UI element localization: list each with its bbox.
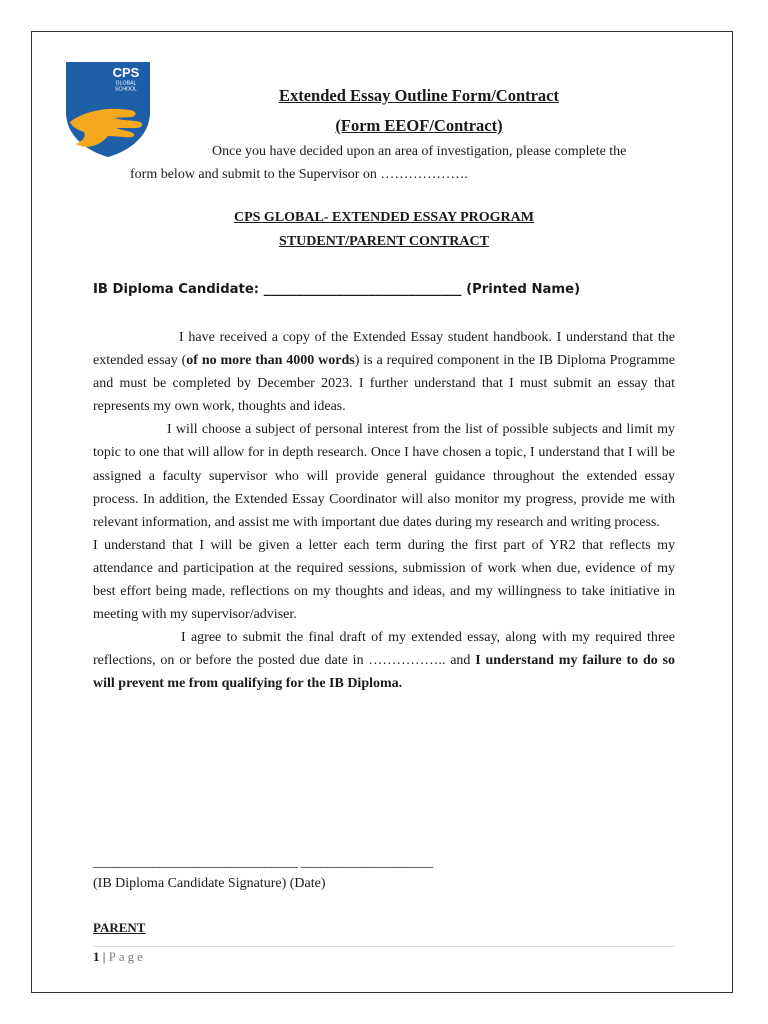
page-number: 1 <box>93 949 100 964</box>
page-footer <box>93 949 146 965</box>
candidate-suffix: (Printed Name) <box>466 282 581 297</box>
candidate-blank: ______________________________ <box>263 282 462 297</box>
program-heading: CPS GLOBAL- EXTENDED ESSAY PROGRAM <box>233 210 534 225</box>
footer-divider <box>93 946 675 947</box>
paragraph-final-draft-text: I agree to submit the final draft of my extended essay, along with my required three reflections, on or before the posted due date in …………….. and <box>93 630 675 669</box>
paragraph-topic: I will choose a subject of personal interest from the list of possible subjects and limit my topic to one that will allow for in depth research. Once I have chosen a topic, I understand that I will be assigned a faculty supervisor who will provide general guidance throughout the extended essay process. In addition, the Extended Essay Coordinator will also monitor my progress, provide me with relevant information, and assist me with important due dates during my research and writing process. <box>93 422 675 530</box>
intro-line-2: form below and submit to the Supervisor on ………………. <box>130 167 468 182</box>
page-separator: | <box>99 949 109 964</box>
parent-label: PARENT <box>93 920 146 935</box>
paragraph-handbook-text-b: ) is a required component in the IB Diploma Programme and must be completed by December 2023. I further understand that I must submit an essay that represents my own work, thoughts and ideas. <box>93 353 675 415</box>
logo-text-global: GLOBAL <box>115 80 137 87</box>
logo-text-school: SCHOOL <box>115 86 137 93</box>
failure-warning: I understand my failure to do so will prevent me from qualifying for the IB Diploma. <box>93 653 675 692</box>
contract-body <box>93 326 675 696</box>
word-limit-emphasis: of no more than 4000 words <box>186 353 355 369</box>
paragraph-letter: I understand that I will be given a letter each term during the first part of YR2 that reflects my attendance and participation at the required sessions, submission of work when due, evidence of my best effort being made, reflections on my thoughts and ideas, and my willingness to take initiative in meeting with my supervisor/adviser. <box>93 537 675 623</box>
logo-text-cps: CPS <box>112 65 140 80</box>
signature-line: _______________________________ ____________________ <box>93 855 433 870</box>
candidate-label: IB Diploma Candidate: <box>93 282 260 297</box>
signature-caption: (IB Diploma Candidate Signature) (Date) <box>93 876 326 891</box>
paragraph-final-draft <box>93 626 675 695</box>
cps-global-school-logo <box>64 60 152 158</box>
page-word: Page <box>108 949 146 964</box>
form-subtitle: (Form EEOF/Contract) <box>335 116 503 135</box>
candidate-name-field <box>93 282 580 297</box>
form-title: Extended Essay Outline Form/Contract <box>278 86 560 105</box>
intro-line-1: Once you have decided upon an area of investigation, please complete the <box>212 144 627 159</box>
paragraph-handbook-text-a: I have received a copy of the Extended Essay student handbook. I understand that the extended essay ( <box>93 330 675 369</box>
paragraph-handbook <box>93 326 675 418</box>
contract-heading: STUDENT/PARENT CONTRACT <box>279 234 489 249</box>
